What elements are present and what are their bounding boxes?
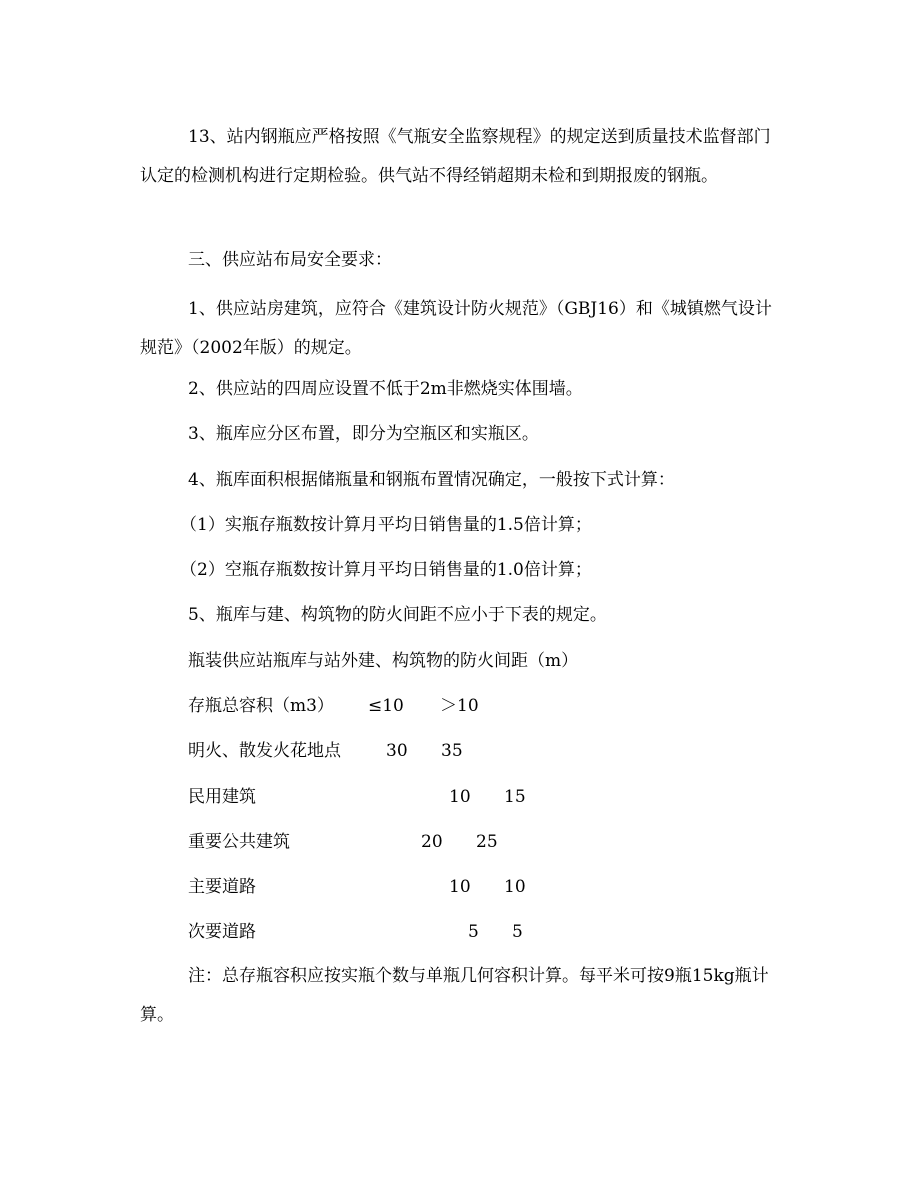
section-heading-3: 三、供应站布局安全要求： [188, 250, 392, 270]
table-row-label: 明火、散发火花地点 [188, 741, 341, 761]
table-cell: 10 [449, 877, 471, 897]
table-cell: 15 [504, 787, 526, 807]
table-cell: 30 [386, 741, 408, 761]
table-header-col1: ≤10 [368, 696, 404, 716]
paragraph-5: 5、瓶库与建、构筑物的防火间距不应小于下表的规定。 [188, 605, 607, 625]
table-cell: 5 [468, 922, 479, 942]
paragraph-13: 13、站内钢瓶应严格按照《气瓶安全监察规程》的规定送到质量技术监督部门认定的检测机构进行定期检验。供气站不得经销超期未检和到期报废的钢瓶。 [140, 127, 771, 186]
paragraph-4-item-1: （1）实瓶存瓶数按计算月平均日销售量的1.5倍计算； [180, 515, 592, 535]
table-row-label: 主要道路 [188, 877, 256, 897]
table-row-label: 重要公共建筑 [188, 832, 290, 852]
table-cell: 35 [441, 741, 463, 761]
table-cell: 20 [421, 832, 443, 852]
table-row-label: 次要道路 [188, 922, 256, 942]
table-cell: 10 [504, 877, 526, 897]
table-row-label: 民用建筑 [188, 787, 256, 807]
table-title: 瓶装供应站瓶库与站外建、构筑物的防火间距（m） [188, 651, 579, 671]
paragraph-1: 1、供应站房建筑，应符合《建筑设计防火规范》（GBJ16）和《城镇燃气设计规范》（2002年版）的规定。 [140, 299, 772, 358]
paragraph-3: 3、瓶库应分区布置，即分为空瓶区和实瓶区。 [188, 424, 539, 444]
table-header-label: 存瓶总容积（m3） [188, 696, 334, 716]
paragraph-2: 2、供应站的四周应设置不低于2m非燃烧实体围墙。 [188, 379, 583, 399]
table-cell: 5 [512, 922, 523, 942]
table-cell: 25 [476, 832, 498, 852]
table-header-col2: ＞10 [440, 696, 479, 716]
paragraph-4: 4、瓶库面积根据储瓶量和钢瓶布置情况确定，一般按下式计算： [188, 470, 675, 490]
paragraph-4-item-2: （2）空瓶存瓶数按计算月平均日销售量的1.0倍计算； [180, 560, 592, 580]
table-note: 注：总存瓶容积应按实瓶个数与单瓶几何容积计算。每平米可按9瓶15kg瓶计算。 [140, 966, 769, 1025]
table-cell: 10 [449, 787, 471, 807]
